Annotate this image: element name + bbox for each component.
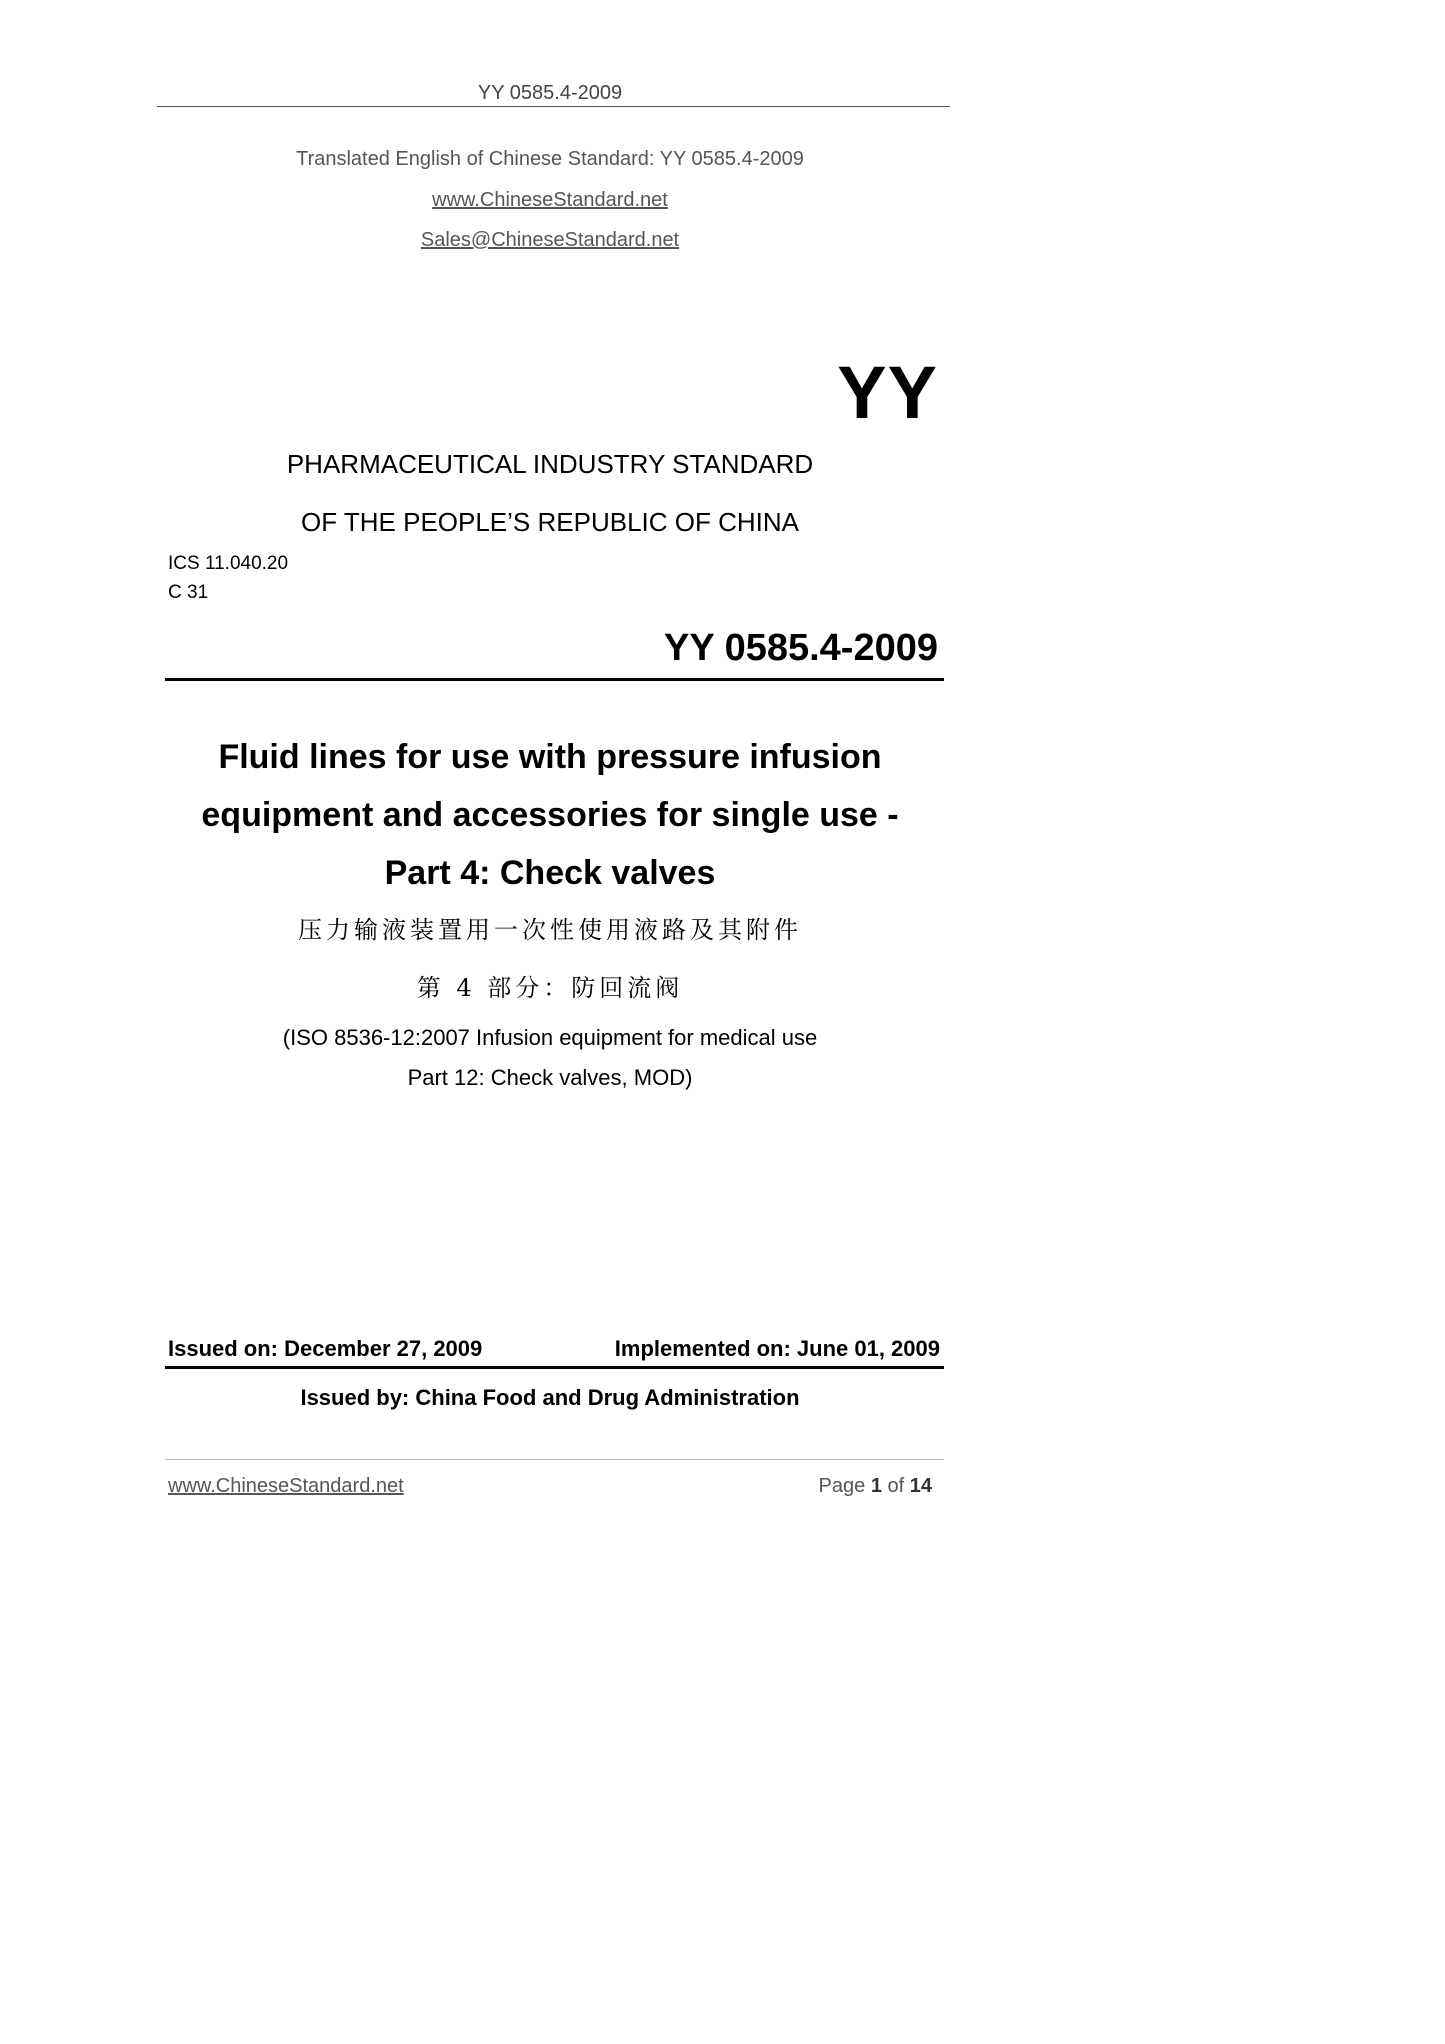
- page-prefix: Page: [818, 1475, 866, 1497]
- sales-email-link[interactable]: [0, 229, 1100, 252]
- website-link-text[interactable]: www.ChineseStandard.net: [432, 189, 668, 211]
- issue-divider: [165, 1366, 944, 1369]
- website-link[interactable]: [0, 189, 1100, 212]
- footer-divider: [165, 1459, 944, 1460]
- ics-code: ICS 11.040.20: [168, 553, 289, 574]
- title-line-2: equipment and accessories for single use -: [201, 796, 899, 834]
- page-total: 14: [909, 1475, 932, 1497]
- sales-email-text[interactable]: Sales@ChineseStandard.net: [420, 229, 680, 251]
- chinese-title-line-2: 第 4 部分：防回流阀: [416, 974, 684, 1002]
- title-divider: [165, 678, 944, 681]
- page-indicator: [819, 1475, 932, 1498]
- issuing-authority: Issued by: China Food and Drug Administration: [300, 1385, 800, 1410]
- title-line-1: Fluid lines for use with pressure infusion: [218, 738, 882, 776]
- standard-type-line-2: OF THE PEOPLE’S REPUBLIC OF CHINA: [301, 507, 799, 537]
- iso-reference-line-2: Part 12: Check valves, MOD): [407, 1065, 693, 1090]
- issued-on-date: Issued on: December 27, 2009: [168, 1336, 483, 1361]
- page-of: of: [887, 1475, 905, 1497]
- standard-mark: YY: [837, 351, 938, 434]
- standard-type-line-1: PHARMACEUTICAL INDUSTRY STANDARD: [286, 449, 814, 479]
- implemented-on-date: Implemented on: June 01, 2009: [614, 1336, 940, 1361]
- translated-notice: Translated English of Chinese Standard: YY 0585.4-2009: [296, 148, 804, 170]
- chinese-title-line-1: 压力输液装置用一次性使用液路及其附件: [298, 916, 802, 944]
- running-header: YY 0585.4-2009: [477, 82, 623, 104]
- iso-reference-line-1: (ISO 8536-12:2007 Infusion equipment for medical use: [282, 1025, 818, 1050]
- document-title: [0, 728, 1100, 902]
- document-number: YY 0585.4-2009: [664, 627, 938, 669]
- header-divider: [157, 106, 950, 107]
- footer-website-link[interactable]: www.ChineseStandard.net: [168, 1475, 404, 1497]
- page-current: 1: [870, 1475, 882, 1497]
- title-line-3: Part 4: Check valves: [384, 854, 716, 892]
- ccs-code: C 31: [168, 582, 209, 603]
